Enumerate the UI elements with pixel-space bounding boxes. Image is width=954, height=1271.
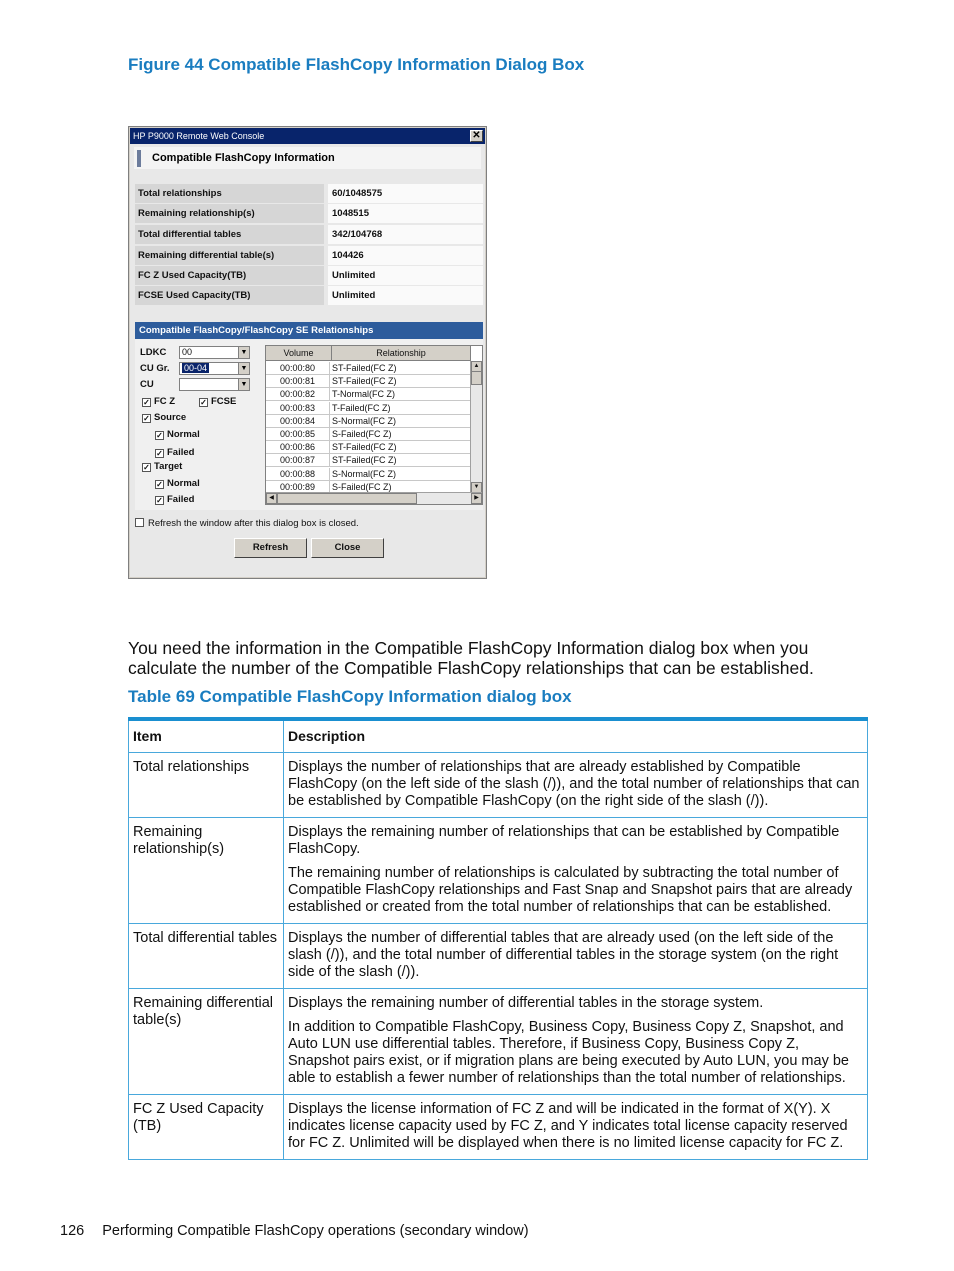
fcse-checkbox[interactable]: ✓ FCSE	[200, 396, 237, 407]
table-cell-description	[284, 924, 868, 989]
description-paragraph: In addition to Compatible FlashCopy, Business Copy, Business Copy Z, Snapshot, and Auto LUN use differential tables. Therefore, if Business Copy, Business Copy Z, Snapshot pairs exist, or if migration plans are being executed by Auto LUN, you may be able to establish a fewer number of relationships than the total number of relationships.	[288, 1019, 849, 1086]
cugr-select[interactable]	[179, 362, 250, 375]
checkmark-icon: ✓	[143, 463, 150, 472]
target-normal-checkbox[interactable]: ✓ Normal	[156, 478, 200, 489]
source-normal-checkbox[interactable]: ✓ Normal	[156, 429, 200, 440]
grid-cell-relationship: ST-Failed(FC Z)	[332, 376, 397, 387]
table-row	[129, 1095, 868, 1160]
table-row	[129, 753, 868, 818]
intro-paragraph: You need the information in the Compatible FlashCopy Information dialog box when you calculate the number of the Compatible FlashCopy relationships that can be established.	[128, 638, 814, 678]
grid-cell-volume: 00:00:89	[266, 481, 330, 493]
ldkc-label: LDKC	[140, 347, 167, 358]
grid-cell-relationship: S-Normal(FC Z)	[332, 415, 396, 426]
grid-cell-volume: 00:00:88	[266, 468, 330, 480]
scroll-thumb[interactable]	[277, 493, 417, 504]
table-cell-description	[284, 753, 868, 818]
description-paragraph: The remaining number of relationships is calculated by subtracting the total number of Compatible FlashCopy relationships and Fast Snap and Snapshot pairs that are already established or created from the total number of relationships that can be established.	[288, 865, 853, 915]
checkmark-icon: ✓	[156, 431, 163, 440]
grid-cell-relationship: T-Failed(FC Z)	[332, 402, 391, 413]
page-number: 126	[60, 1223, 85, 1239]
info-row	[135, 184, 483, 203]
info-row-value: Unlimited	[328, 286, 483, 305]
grid-cell-volume: 00:00:82	[266, 388, 330, 400]
checkmark-icon: ✓	[156, 496, 163, 505]
info-table	[128, 717, 868, 1160]
table-header-item: Item	[129, 719, 284, 753]
window-title: HP P9000 Remote Web Console	[133, 131, 265, 141]
table-cell-item: FC Z Used Capacity (TB)	[129, 1095, 284, 1160]
flashcopy-info-dialog	[128, 126, 487, 579]
checkmark-icon: ✓	[143, 398, 150, 407]
chevron-down-icon[interactable]: ▼	[238, 347, 249, 358]
grid-row[interactable]	[266, 362, 471, 375]
grid-cell-volume: 00:00:81	[266, 375, 330, 387]
checkbox-icon[interactable]	[135, 518, 144, 527]
fcz-checkbox[interactable]: ✓ FC Z	[143, 396, 176, 407]
info-row	[135, 246, 483, 265]
grid-cell-volume: 00:00:86	[266, 441, 330, 453]
info-row-value: 104426	[328, 246, 483, 265]
table-cell-item: Remaining differential table(s)	[129, 989, 284, 1095]
source-failed-checkbox[interactable]: ✓ Failed	[156, 447, 195, 458]
column-header-volume[interactable]: Volume	[266, 346, 332, 361]
figure-caption: Figure 44 Compatible FlashCopy Information Dialog Box	[128, 55, 585, 74]
scroll-left-icon[interactable]: ◀	[266, 493, 277, 504]
scroll-down-icon[interactable]: ▼	[471, 482, 482, 493]
table-cell-description	[284, 818, 868, 924]
close-icon[interactable]: ✕	[470, 130, 483, 142]
info-row-label: FC Z Used Capacity(TB)	[135, 266, 324, 285]
info-row-label: Remaining differential table(s)	[135, 246, 324, 265]
info-row-label: Total relationships	[135, 184, 324, 203]
grid-cell-relationship: S-Normal(FC Z)	[332, 468, 396, 479]
checkmark-icon: ✓	[200, 398, 207, 407]
info-row	[135, 225, 483, 244]
table-row	[129, 818, 868, 924]
ldkc-select[interactable]	[179, 346, 250, 359]
checkmark-icon: ✓	[156, 480, 163, 489]
cugr-value: 00-04	[184, 363, 208, 373]
checkmark-icon: ✓	[143, 414, 150, 423]
target-failed-checkbox[interactable]: ✓ Failed	[156, 494, 195, 505]
vertical-scrollbar[interactable]	[470, 361, 482, 493]
grid-cell-relationship: ST-Failed(FC Z)	[332, 363, 397, 373]
target-checkbox[interactable]: ✓ Target	[143, 461, 183, 472]
refresh-button[interactable]: Refresh	[234, 538, 307, 558]
relationships-grid[interactable]	[265, 345, 483, 505]
column-header-relationship[interactable]: Relationship	[332, 346, 471, 361]
grid-row[interactable]	[266, 415, 471, 428]
dialog-body	[130, 144, 485, 577]
grid-cell-volume: 00:00:85	[266, 428, 330, 440]
description-paragraph: Displays the number of differential tables that are already used (on the left side of the slash (/)), and the total number of differential tables in the storage system (on the right side of the slash (/)).	[288, 930, 839, 980]
source-checkbox[interactable]: ✓ Source	[143, 412, 187, 423]
grid-cell-relationship: T-Normal(FC Z)	[332, 389, 395, 400]
grid-row[interactable]	[266, 428, 471, 441]
cu-select[interactable]	[179, 378, 250, 391]
page-footer	[60, 1223, 529, 1239]
table-cell-item: Remaining relationship(s)	[129, 818, 284, 924]
dialog-titlebar	[130, 128, 485, 144]
description-paragraph: Displays the number of relationships that are already established by Compatible FlashCopy (on the left side of the slash (/)), and the total number of relationships that can be established by Compatible FlashCopy (on the right side of the slash (/)).	[288, 759, 860, 809]
table-caption: Table 69 Compatible FlashCopy Information dialog box	[128, 687, 572, 706]
scroll-up-icon[interactable]: ▲	[471, 361, 482, 372]
info-row	[135, 286, 483, 305]
description-paragraph: Displays the remaining number of relationships that can be established by Compatible FlashCopy.	[288, 824, 840, 857]
info-row-label: Remaining relationship(s)	[135, 204, 324, 223]
table-row	[129, 924, 868, 989]
scroll-right-icon[interactable]: ▶	[471, 493, 482, 504]
info-row-label: Total differential tables	[135, 225, 324, 244]
cugr-label: CU Gr.	[140, 363, 170, 374]
info-row	[135, 204, 483, 223]
refresh-after-close-checkbox[interactable]: Refresh the window after this dialog box is closed.	[135, 518, 359, 529]
grid-cell-volume: 00:00:84	[266, 415, 330, 427]
grid-cell-relationship: ST-Failed(FC Z)	[332, 442, 397, 453]
info-row	[135, 266, 483, 285]
description-paragraph: Displays the license information of FC Z and will be indicated in the format of X(Y). X indicates license capacity used by FC Z, and Y indicates total license capacity reserved for FC Z. Unlimited will be displayed when there is no limited license capacity for FC Z.	[288, 1101, 848, 1151]
grid-row[interactable]	[266, 388, 471, 401]
chevron-down-icon[interactable]: ▼	[238, 379, 249, 390]
table-header-description: Description	[284, 719, 868, 753]
scroll-thumb[interactable]	[471, 371, 482, 385]
grid-cell-volume: 00:00:87	[266, 454, 330, 466]
grid-cell-relationship: ST-Failed(FC Z)	[332, 455, 397, 466]
table-cell-item: Total differential tables	[129, 924, 284, 989]
grid-cell-volume: 00:00:83	[266, 402, 330, 414]
table-cell-description	[284, 989, 868, 1095]
info-row-value: 60/1048575	[328, 184, 483, 203]
header-accent-bar	[137, 150, 141, 167]
checkmark-icon: ✓	[156, 449, 163, 458]
description-paragraph: Displays the remaining number of differential tables in the storage system.	[288, 995, 764, 1011]
dialog-heading: Compatible FlashCopy Information	[152, 152, 335, 164]
grid-cell-volume: 00:00:80	[266, 362, 330, 374]
grid-row[interactable]	[266, 375, 471, 388]
chevron-down-icon[interactable]: ▼	[238, 363, 249, 374]
grid-cell-relationship: S-Failed(FC Z)	[332, 429, 392, 439]
relationships-section	[135, 339, 483, 510]
ldkc-value: 00	[182, 347, 193, 357]
close-button[interactable]: Close	[311, 538, 384, 558]
grid-row[interactable]	[266, 454, 471, 467]
info-row-value: 342/104768	[328, 225, 483, 244]
info-row-value: Unlimited	[328, 266, 483, 285]
table-row	[129, 989, 868, 1095]
footer-text: Performing Compatible FlashCopy operations (secondary window)	[102, 1223, 529, 1239]
table-cell-description	[284, 1095, 868, 1160]
table-cell-item: Total relationships	[129, 753, 284, 818]
info-row-label: FCSE Used Capacity(TB)	[135, 286, 324, 305]
grid-row[interactable]	[266, 468, 471, 481]
grid-row[interactable]	[266, 441, 471, 454]
grid-cell-relationship: S-Failed(FC Z)	[332, 481, 392, 492]
info-row-value: 1048515	[328, 204, 483, 223]
relationships-section-title: Compatible FlashCopy/FlashCopy SE Relationships	[135, 322, 483, 339]
grid-row[interactable]	[266, 402, 471, 415]
horizontal-scrollbar[interactable]	[266, 492, 482, 504]
dialog-header	[134, 147, 481, 169]
cu-label: CU	[140, 379, 154, 390]
